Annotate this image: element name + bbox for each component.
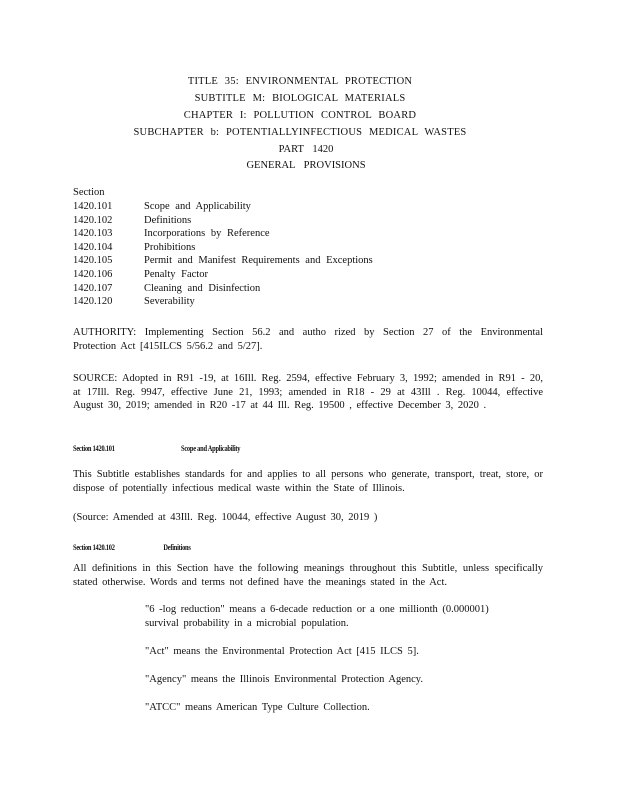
subchapter-line: SUBCHAPTER b: POTENTIALLYINFECTIOUS MEDICAL WASTES [133, 127, 467, 138]
section-number: Section 1420.102 [73, 543, 115, 552]
definition-entry: "Agency" means the Illinois Environmental Protection Agency. [145, 674, 423, 685]
section-heading [73, 442, 240, 456]
toc-heading: Section [73, 187, 105, 198]
toc-row [73, 295, 543, 309]
toc-row [73, 241, 543, 255]
toc-row [73, 268, 543, 282]
toc-row [73, 227, 543, 241]
toc-title: Incorporations by Reference [144, 228, 270, 240]
toc-title: Prohibitions [144, 241, 196, 253]
part-number: PART 1420 [278, 144, 334, 155]
toc-title: Scope and Applicability [144, 201, 251, 212]
part-title: GENERAL PROVISIONS [246, 160, 366, 171]
toc-number: 1420.120 [73, 296, 113, 308]
source-note: SOURCE: Adopted in R91 -19, at 16Ill. Reg. 2594, effective February 3, 1992; amended in R91 - 20, at 17Ill. Reg. 9947, effective June 21, 1993; amended in R18 - 29 at 43Ill . Reg. 10044, effective August 30, 2019; amended in R20 -17 at 44 Ill. Reg. 19500 , effective December 3, 2020 . [73, 373, 543, 411]
chapter-line: CHAPTER I: POLLUTION CONTROL BOARD [183, 110, 417, 121]
section-heading [73, 541, 191, 555]
title-line: TITLE 35: ENVIRONMENTAL PROTECTION [187, 76, 413, 87]
section-title: Definitions [163, 543, 191, 552]
toc-title: Severability [144, 296, 195, 308]
toc-title: Penalty Factor [144, 268, 208, 280]
definition-entry: "6 -log reduction" means a 6-decade reduction or a one millionth (0.000001) survival probability in a microbial population. [145, 604, 489, 629]
toc-title: Cleaning and Disinfection [144, 282, 261, 294]
toc-row [73, 282, 543, 296]
toc-number: 1420.105 [73, 255, 113, 267]
toc-row [73, 254, 543, 268]
subtitle-line: SUBTITLE M: BIOLOGICAL MATERIALS [194, 93, 406, 104]
toc-row [73, 214, 543, 228]
definition-entry: "Act" means the Environmental Protection Act [415 ILCS 5]. [145, 646, 419, 657]
definitions-intro: All definitions in this Section have the following meanings throughout this Subtitle, unless specifically stated otherwise. Words and terms not defined have the meanings stated in the Act. [73, 563, 543, 588]
authority-note: AUTHORITY: Implementing Section 56.2 and autho rized by Section 27 of the Environmental Protection Act [415ILCS 5/56.2 and 5/27]. [73, 327, 543, 352]
toc-row [73, 200, 543, 214]
toc-number: 1420.103 [73, 228, 113, 240]
table-of-contents [73, 186, 543, 309]
section-number: Section 1420.101 [73, 444, 115, 453]
title-block [0, 73, 600, 141]
toc-number: 1420.104 [73, 241, 113, 253]
section-body: This Subtitle establishes standards for and applies to all persons who generate, transport, treat, store, or dispose of potentially infectious medical waste within the State of Illinois. [73, 469, 543, 494]
toc-number: 1420.106 [73, 268, 113, 280]
definition-entry: "ATCC" means American Type Culture Collection. [145, 702, 370, 713]
toc-title: Permit and Manifest Requirements and Exceptions [144, 255, 373, 267]
toc-title: Definitions [144, 214, 192, 226]
toc-number: 1420.102 [73, 214, 113, 226]
toc-number: 1420.107 [73, 282, 113, 294]
toc-number: 1420.101 [73, 201, 113, 212]
section-source: (Source: Amended at 43Ill. Reg. 10044, effective August 30, 2019 ) [73, 512, 378, 523]
part-block [0, 142, 612, 174]
section-title: Scope and Applicability [181, 444, 241, 453]
